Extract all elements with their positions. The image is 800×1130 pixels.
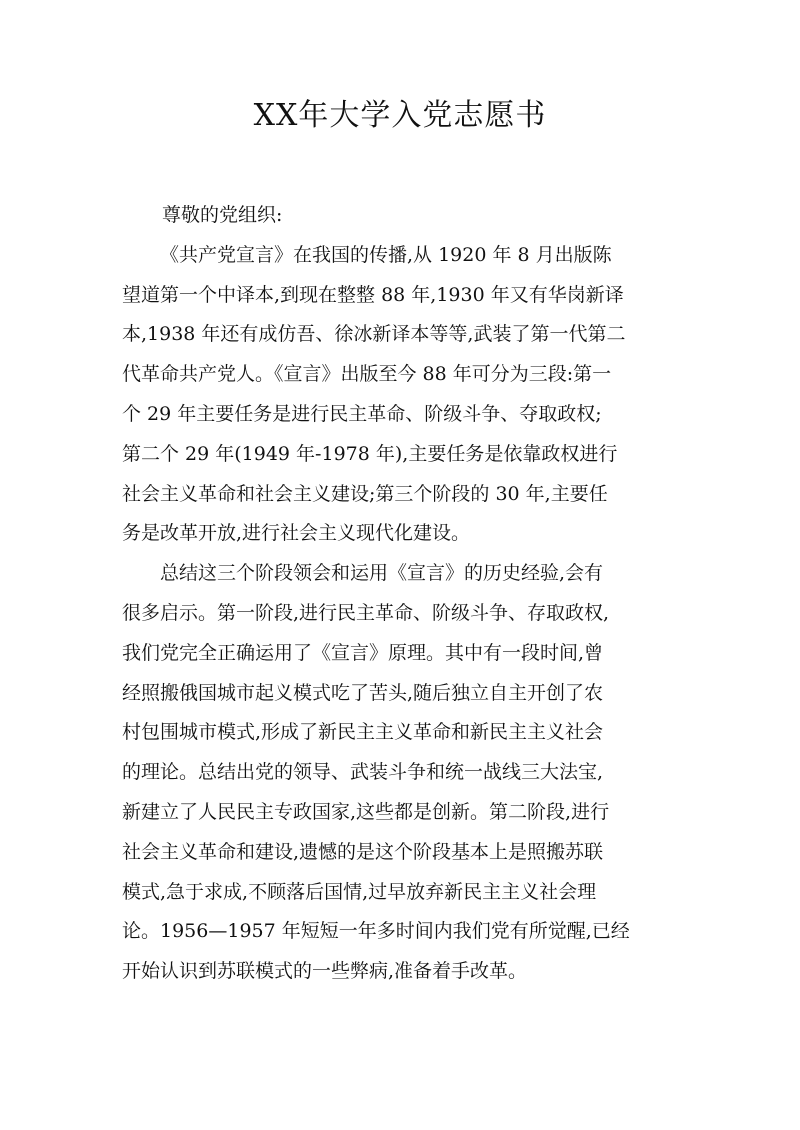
paragraph-line: 《共产党宣言》在我国的传播,从 1920 年 8 月出版陈 <box>160 243 612 266</box>
paragraph-line: 务是改革开放,进行社会主义现代化建设。 <box>122 522 471 545</box>
paragraph-line: 第二个 29 年(1949 年-1978 年),主要任务是依靠政权进行 <box>122 442 618 465</box>
paragraph-line: 开始认识到苏联模式的一些弊病,准备着手改革。 <box>122 960 528 983</box>
document-body <box>122 196 688 992</box>
salutation: 尊敬的党组织: <box>162 204 283 226</box>
document-title: XX年大学入党志愿书 <box>253 98 547 133</box>
paragraph-1 <box>122 236 688 554</box>
paragraph-line: 很多启示。第一阶段,进行民主革命、阶级斗争、存取政权, <box>122 601 610 624</box>
paragraph-line: 社会主义革命和建设,遗憾的是这个阶段基本上是照搬苏联 <box>122 840 604 863</box>
paragraph-line: 望道第一个中译本,到现在整整 88 年,1930 年又有华岗新译 <box>122 283 624 306</box>
paragraph-line: 新建立了人民民主专政国家,这些都是创新。第二阶段,进行 <box>122 800 610 823</box>
paragraph-line: 的理论。总结出党的领导、武装斗争和统一战线三大法宝, <box>122 761 604 784</box>
paragraph-line: 模式,急于求成,不顾落后国情,过早放弃新民主主义社会理 <box>122 880 597 903</box>
paragraph-line: 经照搬俄国城市起义模式吃了苦头,随后独立自主开创了农 <box>122 681 604 704</box>
paragraph-line: 论。1956—1957 年短短一年多时间内我们党有所觉醒,已经 <box>122 920 630 943</box>
paragraph-line: 本,1938 年还有成仿吾、徐冰新译本等等,武装了第一代第二 <box>122 323 626 346</box>
paragraph-line: 村包围城市模式,形成了新民主主义革命和新民主主义社会 <box>122 721 604 744</box>
paragraph-line: 社会主义革命和社会主义建设;第三个阶段的 30 年,主要任 <box>122 482 608 505</box>
paragraph-line: 个 29 年主要任务是进行民主革命、阶级斗争、夺取政权; <box>122 402 602 425</box>
paragraph-line: 代革命共产党人。《宣言》出版至今 88 年可分为三段:第一 <box>122 363 612 386</box>
paragraph-line: 总结这三个阶段领会和运用《宣言》的历史经验,会有 <box>160 562 604 585</box>
paragraph-2 <box>122 554 688 992</box>
paragraph-line: 我们党完全正确运用了《宣言》原理。其中有一段时间,曾 <box>122 641 604 664</box>
